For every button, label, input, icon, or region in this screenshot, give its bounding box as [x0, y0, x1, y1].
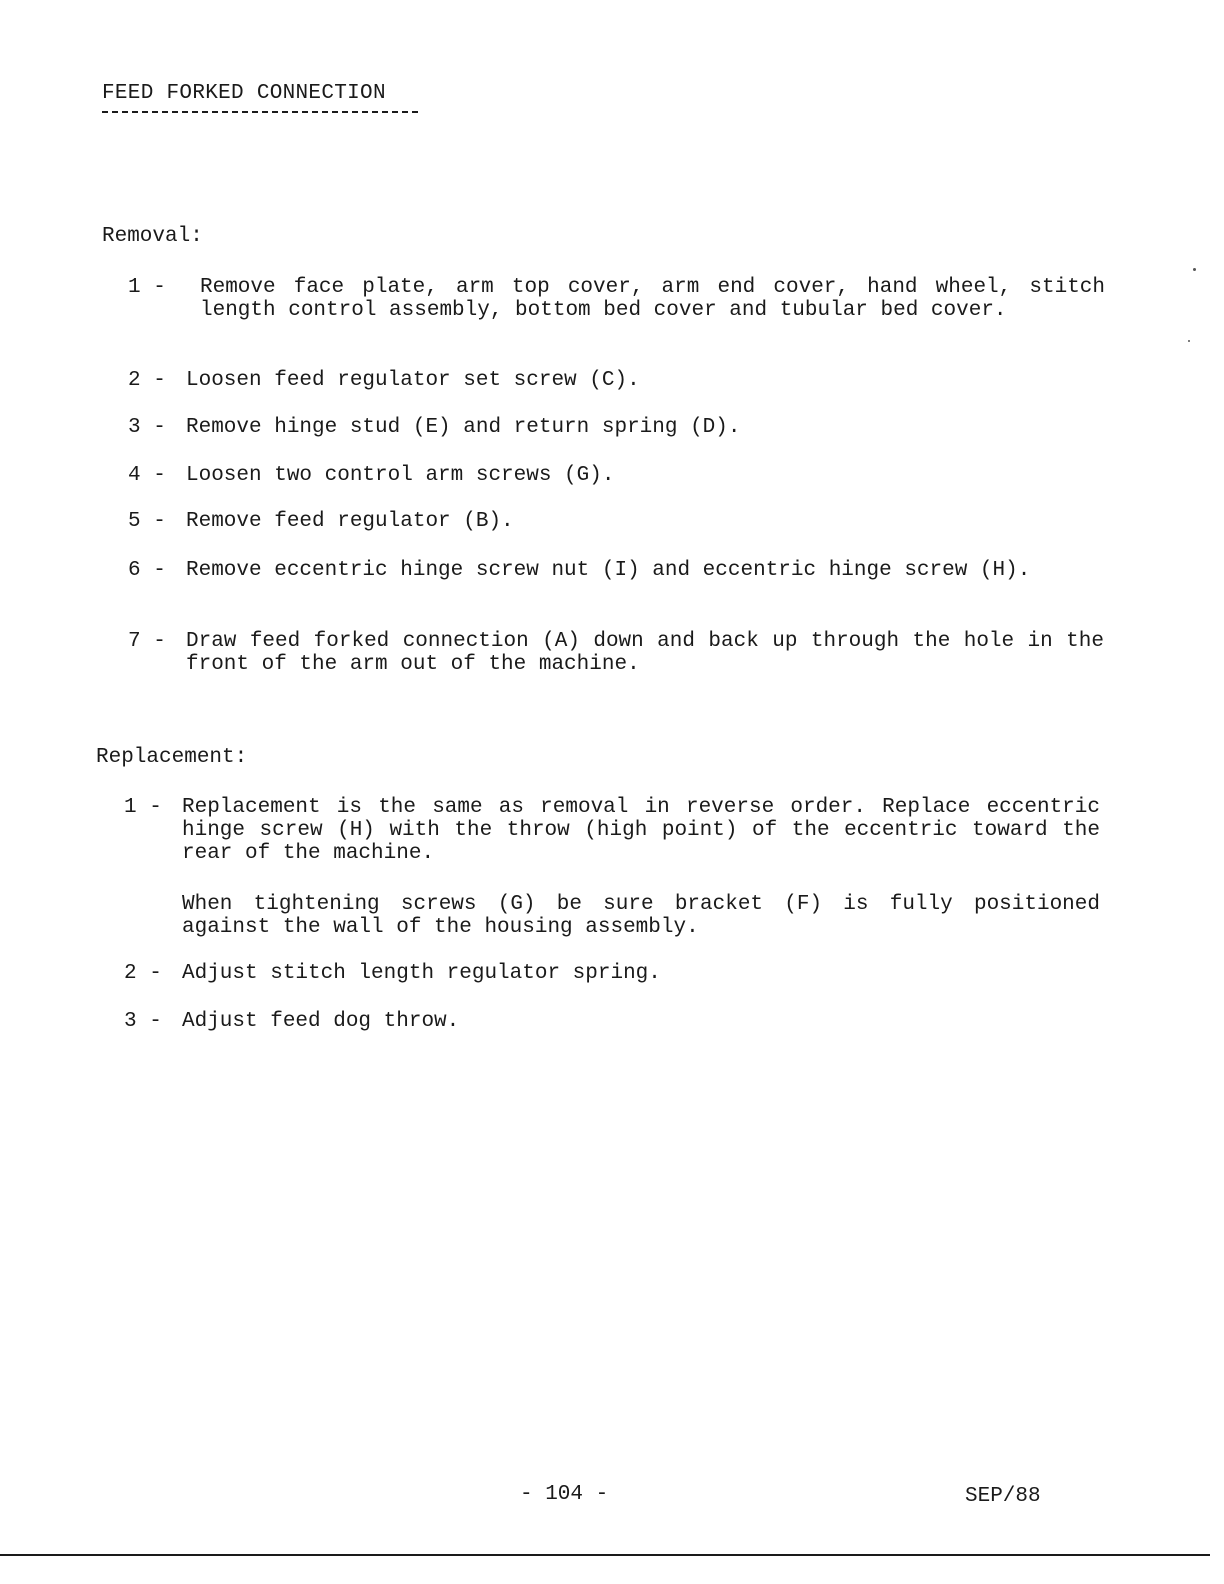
removal-step	[128, 416, 1106, 439]
removal-step	[128, 559, 1106, 582]
replacement-step	[124, 796, 1102, 865]
step-number: 1 -	[124, 796, 162, 819]
step-number: 6 -	[128, 559, 166, 582]
bottom-rule	[0, 1554, 1210, 1556]
replacement-note: When tightening screws (G) be sure bracket (F) is fully positioned against the wall of the housing assembly.	[182, 893, 1100, 939]
step-text: Adjust feed dog throw.	[182, 1010, 460, 1033]
step-number: 2 -	[128, 369, 166, 392]
step-text: Adjust stitch length regulator spring.	[182, 962, 661, 985]
step-text: Draw feed forked connection (A) down and back up through the hole in the front of the arm out of the machine.	[186, 630, 1104, 676]
removal-step	[128, 276, 1106, 322]
step-text: Replacement is the same as removal in reverse order. Replace eccentric hinge screw (H) with the throw (high point) of the eccentric toward the rear of the machine.	[182, 796, 1100, 865]
replacement-heading: Replacement:	[96, 746, 248, 769]
step-number: 5 -	[128, 510, 166, 533]
step-text: Loosen two control arm screws (G).	[186, 464, 615, 487]
removal-step	[128, 464, 1106, 487]
step-text: Remove face plate, arm top cover, arm end cover, hand wheel, stitch length control assembly, bottom bed cover and tubular bed cover.	[200, 276, 1105, 322]
step-number: 3 -	[128, 416, 166, 439]
page-number: - 104 -	[520, 1483, 609, 1506]
revision-date: SEP/88	[965, 1485, 1041, 1508]
step-text: Remove hinge stud (E) and return spring (D).	[186, 416, 741, 439]
step-text: Loosen feed regulator set screw (C).	[186, 369, 640, 392]
removal-step	[128, 369, 1106, 392]
removal-step	[128, 510, 1106, 533]
step-number: 3 -	[124, 1010, 162, 1033]
removal-heading: Removal:	[102, 225, 203, 248]
replacement-step	[124, 962, 1102, 985]
scan-speck	[1188, 340, 1190, 342]
step-number: 1 -	[128, 276, 166, 299]
page-title: FEED FORKED CONNECTION	[102, 82, 386, 105]
removal-step	[128, 630, 1106, 676]
step-text: Remove eccentric hinge screw nut (I) and eccentric hinge screw (H).	[186, 559, 1031, 582]
title-underline	[102, 111, 418, 113]
step-number: 2 -	[124, 962, 162, 985]
step-number: 4 -	[128, 464, 166, 487]
scan-speck	[1193, 268, 1196, 271]
step-number: 7 -	[128, 630, 166, 653]
replacement-step	[124, 1010, 1102, 1033]
step-text: Remove feed regulator (B).	[186, 510, 514, 533]
